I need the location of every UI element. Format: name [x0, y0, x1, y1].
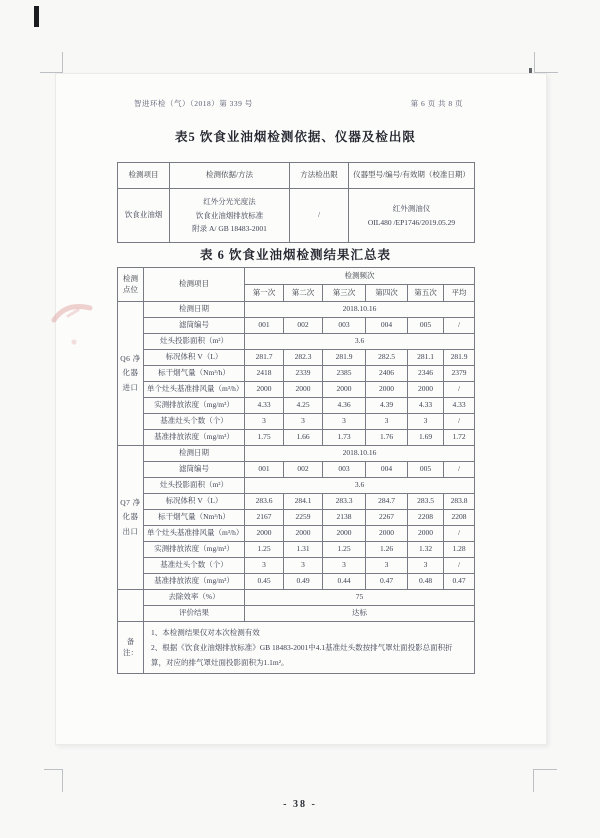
value-cell: / [444, 526, 475, 542]
value-cell: 2418 [245, 366, 284, 382]
value-cell: 2000 [366, 382, 408, 398]
row-label: 单个灶头基准排风量（m³/h） [144, 526, 245, 542]
result-row [118, 590, 475, 606]
value-cell: 2346 [408, 366, 444, 382]
row-label: 基准灶头个数（个） [144, 558, 245, 574]
result-row [118, 430, 475, 446]
remark-notes [144, 622, 475, 674]
row-label: 灶头投影面积（m²） [144, 334, 245, 350]
crop-mark [44, 769, 63, 770]
table5-title: 表5 饮食业油烟检测依据、仪器及检出限 [175, 130, 416, 144]
value-cell: 3 [284, 414, 323, 430]
value-cell: 3 [284, 558, 323, 574]
column-header-point: 检测点位 [118, 268, 144, 302]
value-cell: 284.7 [366, 494, 408, 510]
table6-title: 表 6 饮食业油烟检测结果汇总表 [199, 248, 391, 262]
value-cell: 2000 [366, 526, 408, 542]
value-cell: 2267 [366, 510, 408, 526]
row-label: 实测排放浓度（mg/m³） [144, 398, 245, 414]
crop-mark [533, 769, 534, 792]
value-cell: 004 [366, 462, 408, 478]
remark-note-line: 2、根据《饮食业油烟排放标准》GB 18483-2001中4.1基准灶头数按排气罩灶面投影总面积折算，对应的排气罩灶面投影面积为1.1m²。 [151, 643, 453, 667]
column-header: 第一次 [245, 285, 284, 302]
value-cell: 282.3 [284, 350, 323, 366]
row-label: 标干烟气量（Nm³/h） [144, 510, 245, 526]
value-cell: 1.25 [245, 542, 284, 558]
item-cell: 饮食业油烟 [118, 189, 170, 243]
value-cell: 1.75 [245, 430, 284, 446]
value-cell: 2000 [408, 526, 444, 542]
value-cell: 283.8 [444, 494, 475, 510]
row-label: 基准排放浓度（mg/m³） [144, 430, 245, 446]
crop-mark [62, 769, 63, 792]
value-cell: 281.9 [444, 350, 475, 366]
result-row [118, 318, 475, 334]
merged-value-cell: 3.6 [245, 334, 475, 350]
value-cell: 2000 [284, 382, 323, 398]
value-cell: 3 [245, 414, 284, 430]
column-header-frequency: 检测频次 [245, 268, 475, 285]
value-cell: 4.25 [284, 398, 323, 414]
sampling-point-label: Q6 净 化器 进口 [118, 302, 144, 446]
row-label: 标况体积 V（L） [144, 350, 245, 366]
detection-limit-cell: / [290, 189, 349, 243]
row-label: 滤筒编号 [144, 318, 245, 334]
result-summary-table [117, 267, 475, 674]
page-number: - 38 - [283, 799, 317, 810]
value-cell: 4.36 [323, 398, 366, 414]
value-cell: 005 [408, 318, 444, 334]
value-cell: 001 [245, 318, 284, 334]
value-cell: 0.48 [408, 574, 444, 590]
value-cell: 2167 [245, 510, 284, 526]
value-cell: 2000 [284, 526, 323, 542]
value-cell: 1.31 [284, 542, 323, 558]
result-row [118, 446, 475, 462]
value-cell: 2000 [245, 382, 284, 398]
column-header: 第四次 [366, 285, 408, 302]
row-label: 评价结果 [144, 606, 245, 622]
column-header-item: 检测项目 [144, 268, 245, 302]
value-cell: 281.1 [408, 350, 444, 366]
value-cell: / [444, 414, 475, 430]
value-cell: 3 [408, 558, 444, 574]
value-cell: 0.49 [284, 574, 323, 590]
column-header: 平均 [444, 285, 475, 302]
result-row [118, 526, 475, 542]
merged-value-cell: 3.6 [245, 478, 475, 494]
value-cell: 4.33 [408, 398, 444, 414]
value-cell: 2208 [444, 510, 475, 526]
row-label: 检测日期 [144, 446, 245, 462]
value-cell: 283.6 [245, 494, 284, 510]
column-header: 方法检出限 [290, 163, 349, 189]
value-cell: 0.45 [245, 574, 284, 590]
value-cell: 1.25 [323, 542, 366, 558]
column-header: 第三次 [323, 285, 366, 302]
row-label: 基准灶头个数（个） [144, 414, 245, 430]
value-cell: 2385 [323, 366, 366, 382]
value-cell: 2000 [245, 526, 284, 542]
remark-row [118, 622, 475, 674]
row-label: 滤筒编号 [144, 462, 245, 478]
row-label: 单个灶头基准排风量（m³/h） [144, 382, 245, 398]
sampling-point-label [118, 590, 144, 622]
value-cell: 2208 [408, 510, 444, 526]
scan-artifact-mark [34, 6, 39, 27]
merged-value-cell: 2018.10.16 [245, 446, 475, 462]
result-row [118, 398, 475, 414]
value-cell: 3 [366, 414, 408, 430]
result-row [118, 302, 475, 318]
row-label: 实测排放浓度（mg/m³） [144, 542, 245, 558]
merged-value-cell: 2018.10.16 [245, 302, 475, 318]
value-cell: 283.3 [323, 494, 366, 510]
result-row [118, 606, 475, 622]
value-cell: 003 [323, 318, 366, 334]
value-cell: 3 [245, 558, 284, 574]
value-cell: / [444, 558, 475, 574]
value-cell: 1.32 [408, 542, 444, 558]
table-row [118, 189, 475, 243]
value-cell: 4.39 [366, 398, 408, 414]
value-cell: 002 [284, 462, 323, 478]
result-row [118, 382, 475, 398]
detection-basis-table [117, 162, 475, 243]
row-label: 标干烟气量（Nm³/h） [144, 366, 245, 382]
value-cell: 2000 [408, 382, 444, 398]
value-cell: 4.33 [444, 398, 475, 414]
result-row [118, 334, 475, 350]
row-label: 基准排放浓度（mg/m³） [144, 574, 245, 590]
value-cell: 3 [323, 558, 366, 574]
value-cell: 1.73 [323, 430, 366, 446]
value-cell: 0.44 [323, 574, 366, 590]
result-row [118, 574, 475, 590]
value-cell: 2379 [444, 366, 475, 382]
value-cell: 2138 [323, 510, 366, 526]
merged-value-cell: 达标 [245, 606, 475, 622]
value-cell: 2000 [323, 526, 366, 542]
value-cell: 282.5 [366, 350, 408, 366]
value-cell: 1.26 [366, 542, 408, 558]
result-row [118, 494, 475, 510]
remark-label: 备注： [118, 622, 144, 674]
value-cell: 3 [366, 558, 408, 574]
column-header: 第二次 [284, 285, 323, 302]
table-header-row [118, 163, 475, 189]
column-header: 仪器型号/编号/有效期（校准日期） [349, 163, 475, 189]
value-cell: 002 [284, 318, 323, 334]
instrument-cell: 红外测油仪 OIL480 /EP1746/2019.05.29 [349, 189, 475, 243]
value-cell: 1.66 [284, 430, 323, 446]
value-cell: 2339 [284, 366, 323, 382]
row-label: 去除效率（%） [144, 590, 245, 606]
page-indicator: 第 6 页 共 8 页 [410, 99, 463, 108]
value-cell: 3 [408, 414, 444, 430]
value-cell: 001 [245, 462, 284, 478]
value-cell: 0.47 [366, 574, 408, 590]
sampling-point-label: Q7 净 化器 出口 [118, 446, 144, 590]
value-cell: 0.47 [444, 574, 475, 590]
result-row [118, 414, 475, 430]
value-cell: 004 [366, 318, 408, 334]
remark-note-line: 1、本检测结果仅对本次检测有效 [151, 628, 260, 637]
value-cell: 1.28 [444, 542, 475, 558]
result-row [118, 558, 475, 574]
merged-value-cell: 75 [245, 590, 475, 606]
method-cell: 红外分光光度法 饮食业油烟排放标准 附录 A/ GB 18483-2001 [170, 189, 290, 243]
result-row [118, 350, 475, 366]
column-header: 第五次 [408, 285, 444, 302]
value-cell: 283.5 [408, 494, 444, 510]
value-cell: 284.1 [284, 494, 323, 510]
table-header-row [118, 268, 475, 285]
value-cell: / [444, 462, 475, 478]
value-cell: 4.33 [245, 398, 284, 414]
value-cell: 1.76 [366, 430, 408, 446]
value-cell: 281.7 [245, 350, 284, 366]
result-row [118, 542, 475, 558]
value-cell: / [444, 382, 475, 398]
value-cell: 003 [323, 462, 366, 478]
value-cell: 005 [408, 462, 444, 478]
column-header: 检测依据/方法 [170, 163, 290, 189]
report-number: 智进环检（气）（2018）第 339 号 [134, 99, 253, 108]
result-row [118, 510, 475, 526]
value-cell: 3 [323, 414, 366, 430]
value-cell: 2259 [284, 510, 323, 526]
row-label: 检测日期 [144, 302, 245, 318]
row-label: 灶头投影面积（m²） [144, 478, 245, 494]
value-cell: 281.9 [323, 350, 366, 366]
value-cell: 2000 [323, 382, 366, 398]
column-header: 检测项目 [118, 163, 170, 189]
result-row [118, 366, 475, 382]
result-row [118, 478, 475, 494]
scanned-sheet [55, 73, 547, 745]
value-cell: 1.69 [408, 430, 444, 446]
value-cell: / [444, 318, 475, 334]
value-cell: 1.72 [444, 430, 475, 446]
crop-mark [533, 769, 557, 770]
value-cell: 2406 [366, 366, 408, 382]
result-row [118, 462, 475, 478]
row-label: 标况体积 V（L） [144, 494, 245, 510]
